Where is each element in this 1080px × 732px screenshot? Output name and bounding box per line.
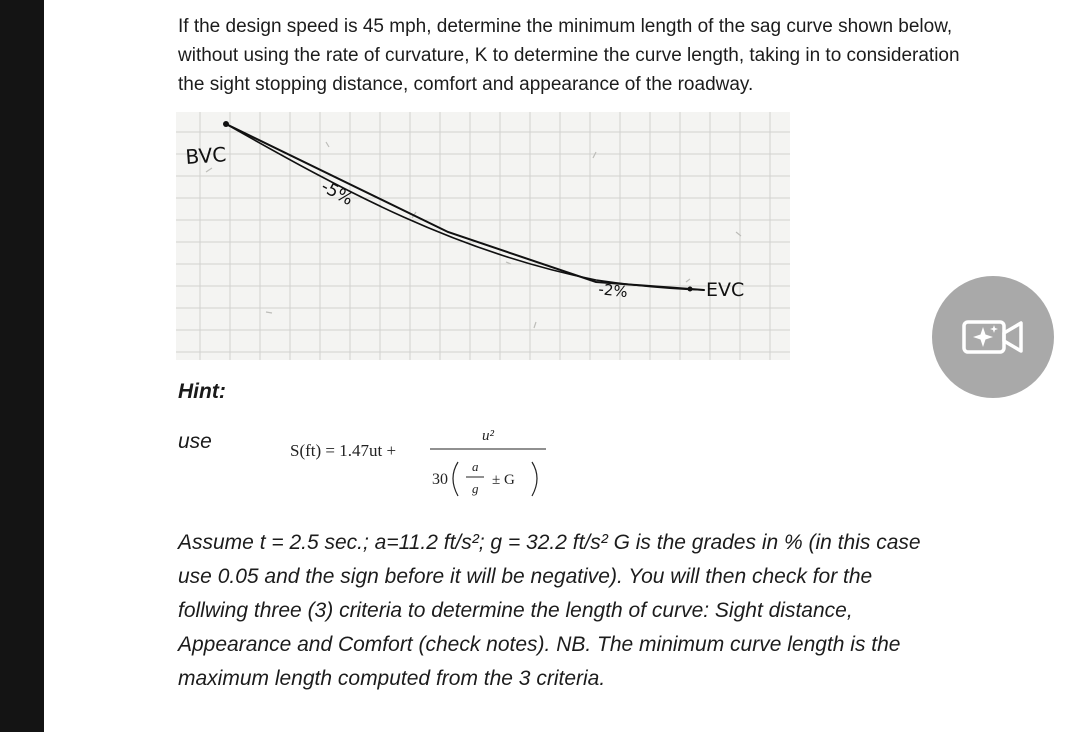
assume-line: follwing three (3) criteria to determine the length of curve: Sight distance, [178, 599, 853, 622]
assumptions-text [178, 526, 1058, 696]
assume-line: maximum length computed from the 3 criteria. [178, 667, 606, 690]
evc-point [688, 287, 693, 292]
formula-pm-g: ± G [492, 472, 515, 488]
bvc-label: BVC [184, 142, 228, 169]
stopping-distance-formula [248, 414, 558, 510]
assume-line: Assume t = 2.5 sec.; a=11.2 ft/s²; g = 32.2 ft/s² G is the grades in % (in this case [178, 531, 921, 554]
question-text [178, 12, 1058, 99]
grade-in-label: -5% [317, 176, 357, 210]
use-label: use [178, 430, 212, 453]
left-edge-bar [0, 0, 44, 732]
formula-lhs: S(ft) = 1.47ut + [290, 441, 397, 460]
hint-label: Hint: [178, 380, 226, 403]
bvc-point [223, 121, 229, 127]
ai-camera-button[interactable] [932, 276, 1054, 398]
sag-curve-sketch [176, 112, 790, 360]
question-line: If the design speed is 45 mph, determine the minimum length of the sag curve shown below, [178, 16, 953, 37]
sparkle-video-icon [961, 317, 1025, 357]
formula-g: g [472, 481, 479, 496]
formula-coef: 30 [432, 471, 448, 488]
assume-line: Appearance and Comfort (check notes). NB. The minimum curve length is the [178, 633, 901, 656]
question-line: the sight stopping distance, comfort and appearance of the roadway. [178, 74, 754, 95]
question-line: without using the rate of curvature, K to determine the curve length, taking in to consideration [178, 45, 960, 66]
formula-a: a [472, 459, 479, 474]
formula-numerator: u² [482, 428, 494, 444]
grade-out-label: -2% [597, 280, 629, 302]
evc-label: EVC [706, 279, 745, 301]
assume-line: use 0.05 and the sign before it will be negative). You will then check for the [178, 565, 873, 588]
